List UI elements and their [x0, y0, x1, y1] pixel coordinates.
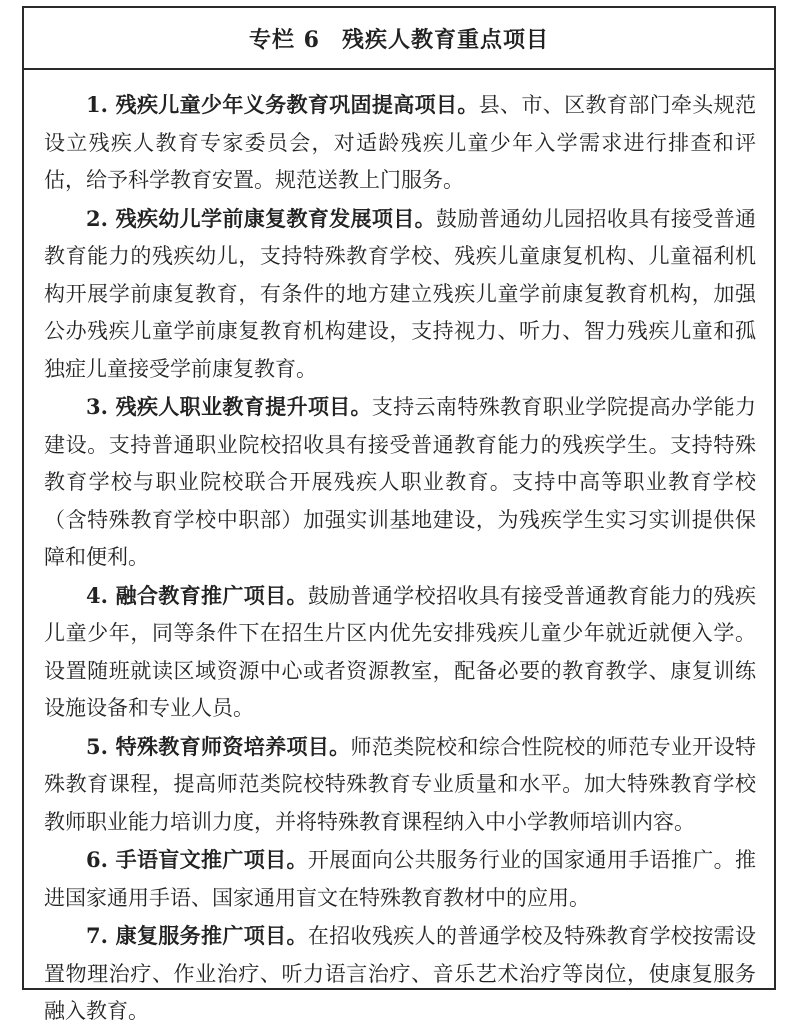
column-title-bar — [24, 8, 774, 70]
project-item-body: 在招收残疾人的普通学校及特殊教育学校按需设置物理治疗、作业治疗、听力语言治疗、音乐艺术治疗等岗位，使康复服务融入教育。 — [44, 924, 757, 1023]
project-item-4 — [44, 577, 756, 728]
project-item-2 — [44, 200, 756, 389]
project-item-heading: 1. 残疾儿童少年义务教育巩固提高项目。 — [86, 92, 479, 117]
column-title: 残疾人教育重点项目 — [341, 26, 549, 53]
column-content — [44, 86, 756, 1031]
project-item-heading: 6. 手语盲文推广项目。 — [86, 847, 308, 872]
project-item-body: 鼓励普通幼儿园招收具有接受普通教育能力的残疾幼儿，支持特殊教育学校、残疾儿童康复机构、儿童福利机构开展学前康复教育，有条件的地方建立残疾儿童学前康复教育机构，加强公办残疾儿童学前康复教育机构建设，支持视力、听力、智力残疾儿童和孤独症儿童接受学前康复教育。 — [44, 206, 757, 381]
project-item-heading: 3. 残疾人职业教育提升项目。 — [86, 394, 372, 419]
project-item-1 — [44, 86, 756, 200]
column-label: 专栏 6 — [249, 26, 320, 53]
project-item-body: 县、市、区教育部门牵头规范设立残疾人教育专家委员会，对适龄残疾儿童少年入学需求进行排查和评估，给予科学教育安置。规范送教上门服务。 — [44, 93, 757, 192]
project-item-body: 鼓励普通学校招收具有接受普通教育能力的残疾儿童少年，同等条件下在招生片区内优先安排残疾儿童少年就近就便入学。设置随班就读区域资源中心或者资源教室，配备必要的教育教学、康复训练设施设备和专业人员。 — [44, 583, 757, 720]
project-item-heading: 4. 融合教育推广项目。 — [86, 582, 308, 608]
project-item-heading: 7. 康复服务推广项目。 — [86, 923, 308, 948]
column-box — [22, 6, 776, 1023]
project-item-5 — [44, 728, 756, 842]
project-item-7 — [44, 917, 756, 1031]
project-item-body: 开展面向公共服务行业的国家通用手语推广。推进国家通用手语、国家通用盲文在特殊教育教材中的应用。 — [44, 848, 757, 910]
project-item-heading: 2. 残疾幼儿学前康复教育发展项目。 — [86, 205, 436, 231]
project-item-heading: 5. 特殊教育师资培养项目。 — [86, 733, 351, 759]
project-item-body: 支持云南特殊教育职业学院提高办学能力建设。支持普通职业院校招收具有接受普通教育能力的残疾学生。支持特殊教育学校与职业院校联合开展残疾人职业教育。支持中高等职业教育学校（含特殊教育学校中职部）加强实训基地建设，为残疾学生实习实训提供保障和便利。 — [44, 395, 757, 569]
project-item-6 — [44, 841, 756, 917]
project-item-3 — [44, 388, 756, 577]
project-item-body: 师范类院校和综合性院校的师范专业开设特殊教育课程，提高师范类院校特殊教育专业质量和水平。加大特殊教育学校教师职业能力培训力度，并将特殊教育课程纳入中小学教师培训内容。 — [44, 734, 757, 834]
